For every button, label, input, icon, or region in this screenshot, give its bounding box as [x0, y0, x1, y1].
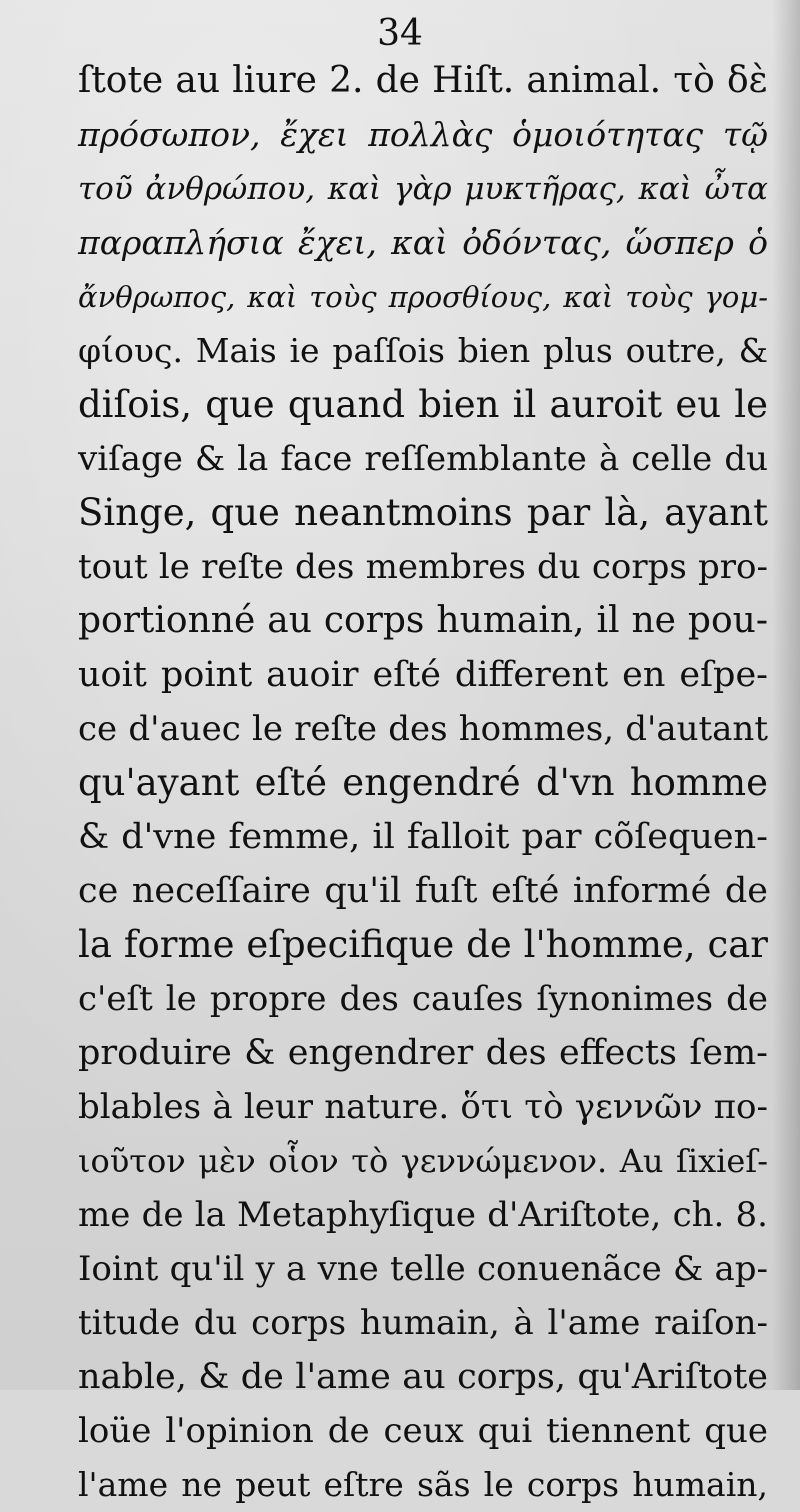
text-line: & d'vne femme, il falloit par cõſequen-: [78, 817, 768, 857]
text-line: ιοῦτον μὲν οἷον τὸ γεννώμενον. Au ſixieſ-: [78, 1142, 768, 1180]
text-line: produire & engendrer des effects ſem-: [78, 1033, 768, 1073]
text-line: tout le reſte des membres du corps pro-: [78, 547, 768, 587]
body-text: [78, 54, 768, 1512]
text-line: loüe l'opinion de ceux qui tiennent que: [78, 1411, 768, 1451]
text-line: l'ame ne peut eſtre sãs le corps humain,: [78, 1465, 768, 1504]
text-line: portionné au corps humain, il ne pou-: [78, 600, 768, 641]
page-number: 34: [377, 13, 423, 54]
text-line: diſois, que quand bien il auroit eu le: [78, 383, 768, 426]
text-line: viſage & la face reſſemblante à celle du: [78, 439, 768, 479]
greek-text-line: πρόσωπον, ἔχει πολλὰς ὁμοιότητας τῷ: [78, 115, 768, 154]
text-line: ce neceſſaire qu'il fuſt eſté informé de: [78, 871, 768, 911]
greek-text-line: παραπλήσια ἔχει, καὶ ὀδόντας, ὥσπερ ὁ: [78, 223, 768, 262]
greek-text-line: ἄνθρωπος, καὶ τοὺς προσθίους, καὶ τοὺς γομ-: [78, 280, 768, 314]
text-line: Singe, que neantmoins par là, ayant: [78, 491, 768, 534]
text-line: ſtote au liure 2. de Hiſt. animal. τὸ δὲ: [78, 60, 768, 101]
text-line: c'eſt le propre des cauſes ſynonimes de: [78, 979, 768, 1019]
text-line: titude du corps humain, à l'ame raiſon-: [78, 1303, 768, 1343]
text-line: Ioint qu'il y a vne telle conuenãce & ap-: [78, 1249, 768, 1289]
text-line: nable, & de l'ame au corps, qu'Ariſtote: [78, 1357, 768, 1397]
text-line: φίους. Mais ie paſſois bien plus outre, &: [78, 331, 768, 370]
greek-text-line: τοῦ ἀνθρώπου, καὶ γὰρ μυκτῆρας, καὶ ὦτα: [78, 171, 768, 207]
text-line: me de la Metaphyſique d'Ariſtote, ch. 8.: [78, 1195, 768, 1235]
text-line: ce d'auec le reſte des hommes, d'autant: [78, 709, 768, 749]
text-line: blables à leur nature. ὅτι τὸ γεννῶν πο-: [78, 1087, 768, 1127]
text-line: la forme eſpecifique de l'homme, car: [78, 923, 768, 966]
text-line: qu'ayant eſté engendré d'vn homme: [78, 761, 768, 804]
text-line: uoit point auoir eſté different en eſpe-: [78, 655, 768, 695]
